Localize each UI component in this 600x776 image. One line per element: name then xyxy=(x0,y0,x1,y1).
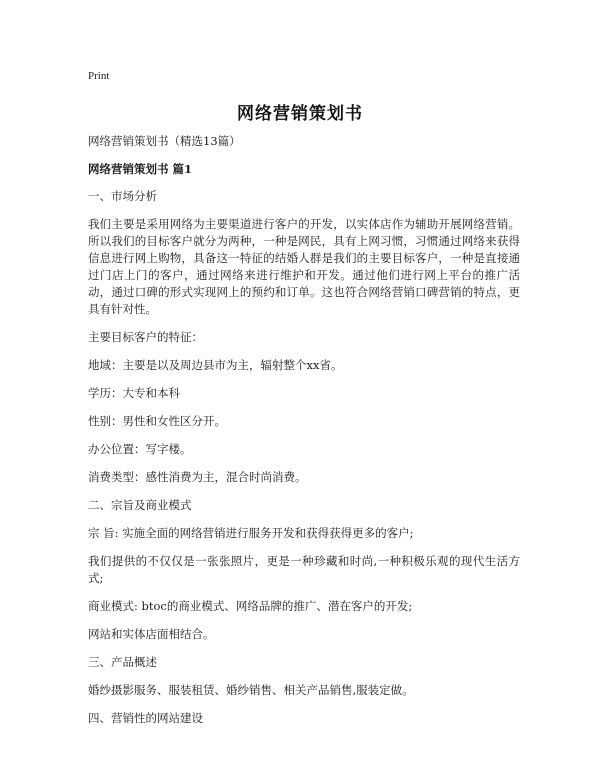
paragraph-gender: 性别：男性和女性区分开。 xyxy=(88,414,226,428)
paragraph-region: 地域：主要是以及周边县市为主，辐射整个xx省。 xyxy=(88,358,343,372)
paragraph-purpose: 宗 旨: 实施全面的网络营销进行服务开发和获得获得更多的客户; xyxy=(88,526,414,540)
document-body xyxy=(88,133,520,738)
paragraph-education: 学历：大专和本科 xyxy=(88,386,180,400)
section-heading-purpose: 二、宗旨及商业模式 xyxy=(88,498,192,512)
chapter-title: 网络营销策划书 篇1 xyxy=(88,162,193,176)
paragraph-combine: 网站和实体店面相结合。 xyxy=(88,627,215,641)
paragraph-products: 婚纱摄影服务、服装租赁、婚纱销售、相关产品销售,服装定做。 xyxy=(88,683,414,697)
section-heading-market-analysis: 一、市场分析 xyxy=(88,189,157,203)
paragraph-intro: 我们主要是采用网络为主要渠道进行客户的开发，以实体店作为辅助开展网络营销。所以我们的目标客户就分为两种，一种是网民，具有上网习惯，习惯通过网络来获得信息进行网上购物，具备这一特征的结婚人群是我们的主要目标客户，一种是直接通过门店上门的客户，通过网络来进行维护和开发。通过他们进行网上平台的推广活动，通过口碑的形式实现网上的预约和订单。这也符合网络营销口碑营销的特点，更具有针对性。 xyxy=(88,217,520,316)
document-subtitle: 网络营销策划书（精选13篇） xyxy=(88,134,241,148)
section-heading-website: 四、营销性的网站建设 xyxy=(88,711,203,725)
document-title: 网络营销策划书 xyxy=(237,104,363,124)
paragraph-consumption: 消费类型：感性消费为主，混合时尚消费。 xyxy=(88,470,307,484)
paragraph-business-model: 商业模式: btoc的商业模式、网络品牌的推广、潜在客户的开发; xyxy=(88,599,413,613)
paragraph-office: 办公位置：写字楼。 xyxy=(88,442,192,456)
print-label: Print xyxy=(88,70,110,82)
section-heading-products: 三、产品概述 xyxy=(88,655,157,669)
paragraph-offer: 我们提供的不仅仅是一张张照片，更是一种珍藏和时尚,一种积极乐观的现代生活方式; xyxy=(88,554,520,585)
paragraph-target-label: 主要目标客户的特征： xyxy=(88,330,203,344)
